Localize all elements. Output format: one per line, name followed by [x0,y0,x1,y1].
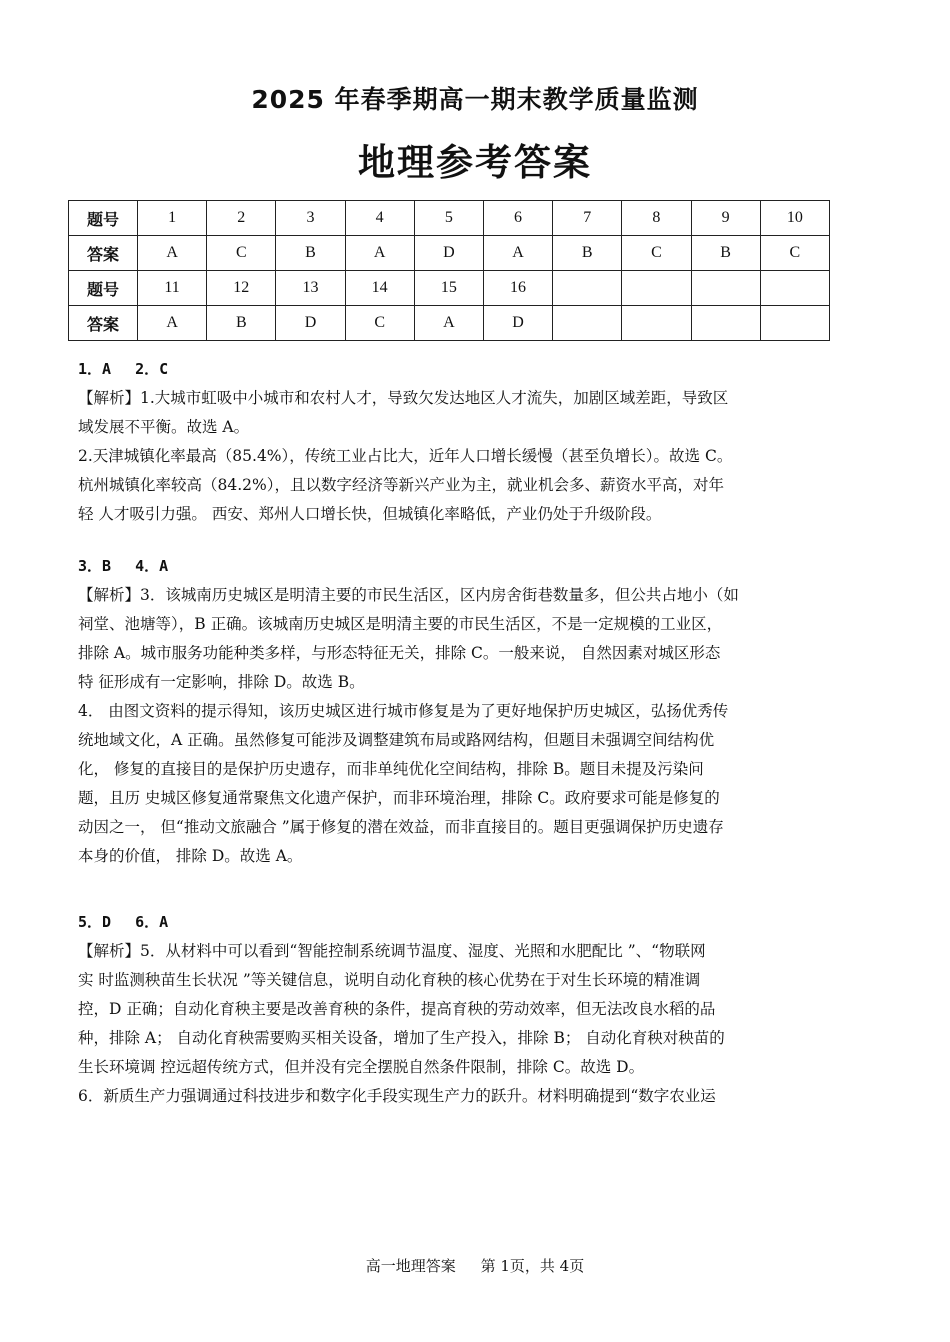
text-line: 【解析】1.大城市虹吸中小城市和农村人才，导致欠发达地区人才流失，加剧区域差距，导致区 [78,389,729,407]
question-number: 1 [138,201,207,236]
answer-cell: D [483,306,552,341]
text-line: 域发展不平衡。故选 A。 [78,418,250,436]
text-line: 轻 人才吸引力强。 西安、郑州人口增长快，但城镇化率略低，产业仍处于升级阶段。 [78,505,662,523]
answer-cell: B [553,236,622,271]
answer-cell: C [760,236,829,271]
question-number: 4 [345,201,414,236]
text-line: 种，排除 A； 自动化育秧需要购买相关设备，增加了生产投入，排除 B； 自动化育秧对秧苗的 [78,1029,725,1047]
text-line: 2.天津城镇化率最高（85.4%），传统工业占比大，近年人口增长缓慢（甚至负增长）。故选 C。 [78,447,733,465]
table-row [69,306,830,341]
text-line: 6．新质生产力强调通过科技进步和数字化手段实现生产力的跃升。材料明确提到“数字农业运 [78,1087,716,1105]
section-heading: 1．A 2．C [78,360,169,378]
text-line: 排除 A。城市服务功能种类多样，与形态特征无关，排除 C。一般来说， 自然因素对城区形态 [78,644,721,662]
section-heading: 5．D 6．A [78,913,169,931]
text-line: 化， 修复的直接目的是保护历史遗存，而非单纯优化空间结构，排除 B。题目未提及污染问 [78,760,704,778]
table-row [69,201,830,236]
question-number: 12 [207,271,276,306]
answer-cell: A [345,236,414,271]
question-number: 16 [483,271,552,306]
section-q1-2 [78,355,878,529]
text-line: 【解析】3．该城南历史城区是明清主要的市民生活区，区内房舍街巷数量多，但公共占地小（如 [78,586,739,604]
question-number: 2 [207,201,276,236]
question-number [760,271,829,306]
text-line: 本身的价值， 排除 D。故选 A。 [78,847,303,865]
text-line: 控，D 正确；自动化育秧主要是改善育秧的条件，提高育秧的劳动效率，但无法改良水稻的品 [78,1000,716,1018]
answer-cell: A [414,306,483,341]
answer-cell: A [138,306,207,341]
text-line: 统地域文化，A 正确。虽然修复可能涉及调整建筑布局或路网结构，但题目未强调空间结构优 [78,731,715,749]
question-number: 15 [414,271,483,306]
answer-cell: B [691,236,760,271]
text-line: 实 时监测秧苗生长状况 ”等关键信息，说明自动化育秧的核心优势在于对生长环境的精准调 [78,971,701,989]
text-line: 4． 由图文资料的提示得知，该历史城区进行城市修复是为了更好地保护历史城区，弘扬优秀传 [78,702,729,720]
question-number: 14 [345,271,414,306]
page-footer [0,1255,950,1276]
table-row [69,236,830,271]
answer-cell: C [622,236,691,271]
answer-cell: B [276,236,345,271]
answer-cell: C [345,306,414,341]
answer-table [68,200,830,341]
text-line: 动因之一， 但“推动文旅融合 ”属于修复的潜在效益，而非直接目的。题目更强调保护历史遗存 [78,818,724,836]
question-number [691,271,760,306]
answer-cell [691,306,760,341]
question-number [553,271,622,306]
question-number: 10 [760,201,829,236]
answer-cell: B [207,306,276,341]
footer-doc-name: 高一地理答案 [365,1257,456,1275]
question-number: 6 [483,201,552,236]
exam-title: 2025 年春季期高一期末教学质量监测 [251,85,699,114]
answer-cell [622,306,691,341]
answer-title: 地理参考答案 [358,141,592,184]
question-number: 8 [622,201,691,236]
footer-page-info: 第 1页，共 4页 [480,1257,585,1275]
section-heading: 3．B 4．A [78,557,169,575]
answer-cell [760,306,829,341]
text-line: 【解析】5．从材料中可以看到“智能控制系统调节温度、湿度、光照和水肥配比 ”、“物联网 [78,942,706,960]
section-q5-6 [78,908,878,1111]
answer-cell: A [138,236,207,271]
text-line: 特 征形成有一定影响，排除 D。故选 B。 [78,673,365,691]
text-line: 题，且历 史城区修复通常聚焦文化遗产保护，而非环境治理，排除 C。政府要求可能是修复的 [78,789,720,807]
row-label-answer: 答案 [69,236,138,271]
row-label-answer: 答案 [69,306,138,341]
question-number [622,271,691,306]
answer-cell: C [207,236,276,271]
text-line: 生长环境调 控远超传统方式，但并没有完全摆脱自然条件限制，排除 C。故选 D。 [78,1058,645,1076]
answer-cell: A [483,236,552,271]
question-number: 5 [414,201,483,236]
question-number: 7 [553,201,622,236]
answer-cell [553,306,622,341]
question-number: 3 [276,201,345,236]
table-row [69,271,830,306]
row-label-number: 题号 [69,201,138,236]
section-q3-4 [78,552,878,871]
answer-cell: D [414,236,483,271]
text-line: 祠堂、池塘等），B 正确。该城南历史城区是明清主要的市民生活区，不是一定规模的工业区， [78,615,723,633]
answer-cell: D [276,306,345,341]
question-number: 9 [691,201,760,236]
row-label-number: 题号 [69,271,138,306]
question-number: 13 [276,271,345,306]
text-line: 杭州城镇化率较高（84.2%），且以数字经济等新兴产业为主，就业机会多、薪资水平高，对年 [78,476,724,494]
question-number: 11 [138,271,207,306]
